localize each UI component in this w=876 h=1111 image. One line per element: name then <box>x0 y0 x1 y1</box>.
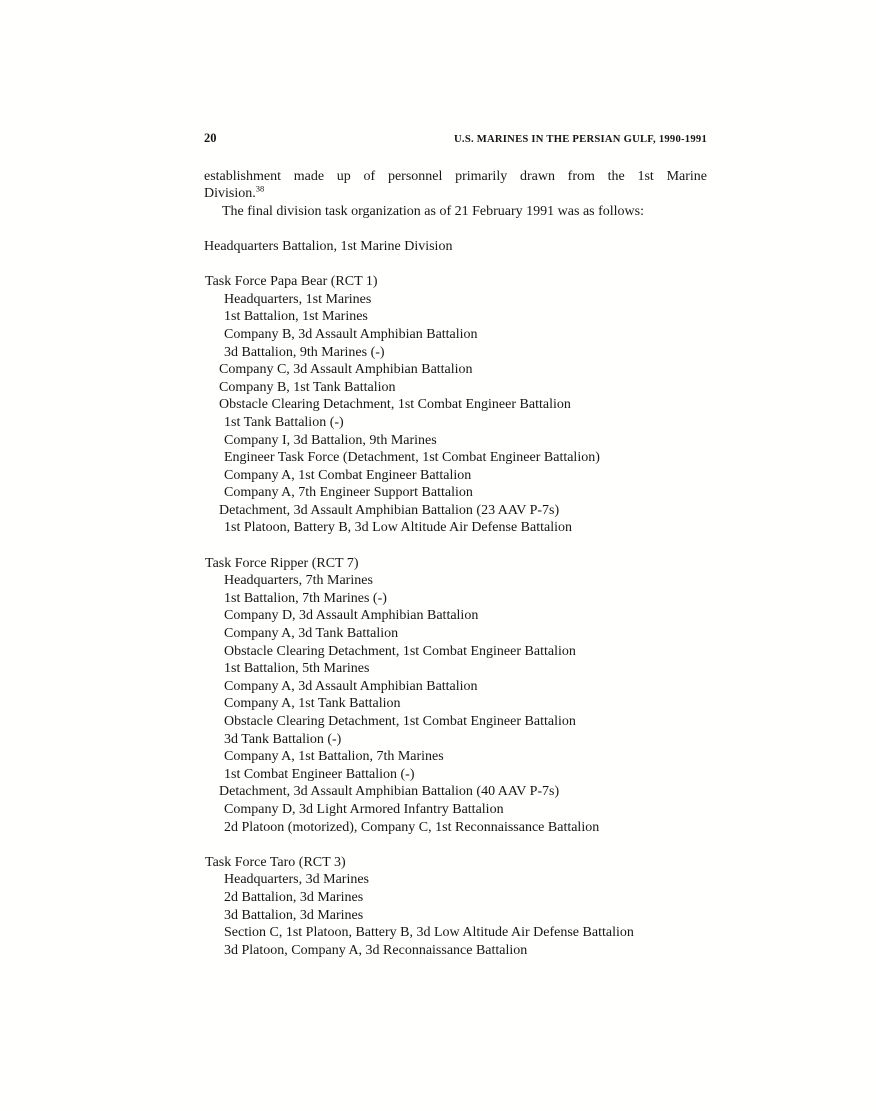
task-force-title: Task Force Taro (RCT 3) <box>205 854 346 870</box>
org-item: Detachment, 3d Assault Amphibian Battalion (40 AAV P-7s) <box>219 784 560 800</box>
task-force-section <box>204 854 707 960</box>
org-item: 3d Battalion, 3d Marines <box>224 907 364 923</box>
org-item: Company A, 1st Battalion, 7th Marines <box>224 749 444 765</box>
org-item: Company A, 1st Tank Battalion <box>224 696 401 712</box>
org-item: 2d Battalion, 3d Marines <box>224 889 364 905</box>
running-header-title: U.S. MARINES IN THE PERSIAN GULF, 1990-1991 <box>454 134 707 145</box>
org-item: 1st Battalion, 5th Marines <box>224 661 370 677</box>
org-item: Company I, 3d Battalion, 9th Marines <box>224 432 437 448</box>
org-item: Obstacle Clearing Detachment, 1st Combat Engineer Battalion <box>219 397 571 413</box>
org-item: Obstacle Clearing Detachment, 1st Combat Engineer Battalion <box>224 643 576 659</box>
org-item: Company A, 7th Engineer Support Battalion <box>224 485 473 501</box>
org-item: Detachment, 3d Assault Amphibian Battalion (23 AAV P-7s) <box>219 502 560 518</box>
org-item: Company D, 3d Light Armored Infantry Battalion <box>224 801 504 817</box>
org-item: 1st Platoon, Battery B, 3d Low Altitude Air Defense Battalion <box>224 520 573 536</box>
org-item: Obstacle Clearing Detachment, 1st Combat Engineer Battalion <box>224 714 576 729</box>
page-number: 20 <box>204 131 217 145</box>
org-item: Company B, 3d Assault Amphibian Battalion <box>224 326 478 342</box>
task-force-title: Task Force Ripper (RCT 7) <box>205 555 359 571</box>
org-item: Engineer Task Force (Detachment, 1st Combat Engineer Battalion) <box>224 450 600 466</box>
intro-paragraph-line-2-text: Division. <box>204 186 256 202</box>
org-item: Section C, 1st Platoon, Battery B, 3d Low Altitude Air Defense Battalion <box>224 925 634 941</box>
text-block <box>204 130 707 959</box>
intro-paragraph-line-1: establishment made up of personnel primarily drawn from the 1st Marine <box>204 168 707 184</box>
org-item: Headquarters, 1st Marines <box>224 291 372 307</box>
hq-battalion-line: Headquarters Battalion, 1st Marine Division <box>204 238 453 254</box>
org-item: Company A, 3d Tank Battalion <box>224 626 399 642</box>
org-item: Company C, 3d Assault Amphibian Battalion <box>219 362 473 378</box>
org-item: 1st Battalion, 1st Marines <box>224 309 368 325</box>
org-item: Company B, 1st Tank Battalion <box>219 379 396 395</box>
intro-paragraph-line-2 <box>204 185 707 203</box>
org-item: 3d Platoon, Company A, 3d Reconnaissance Battalion <box>224 942 528 958</box>
footnote-reference: 38 <box>255 183 265 194</box>
org-item: 2d Platoon (motorized), Company C, 1st Reconnaissance Battalion <box>224 819 600 835</box>
task-force-section <box>204 555 707 837</box>
org-item: 1st Combat Engineer Battalion (-) <box>224 766 415 782</box>
task-organization-intro: The final division task organization as of 21 February 1991 was as follows: <box>222 203 644 219</box>
org-item: Company D, 3d Assault Amphibian Battalion <box>224 608 479 624</box>
org-item: 3d Battalion, 9th Marines (-) <box>224 344 385 360</box>
org-item: Headquarters, 7th Marines <box>224 573 373 589</box>
org-item: 3d Tank Battalion (-) <box>224 731 342 747</box>
org-item: 1st Battalion, 7th Marines (-) <box>224 590 387 606</box>
task-force-list <box>204 273 707 959</box>
running-header <box>204 130 707 149</box>
org-item: 1st Tank Battalion (-) <box>224 414 344 430</box>
org-item: Company A, 3d Assault Amphibian Battalion <box>224 678 478 694</box>
task-force-title: Task Force Papa Bear (RCT 1) <box>205 274 378 290</box>
task-force-section <box>204 273 707 537</box>
intro-paragraph <box>204 168 707 203</box>
org-item: Company A, 1st Combat Engineer Battalion <box>224 467 472 483</box>
org-item: Headquarters, 3d Marines <box>224 872 370 888</box>
